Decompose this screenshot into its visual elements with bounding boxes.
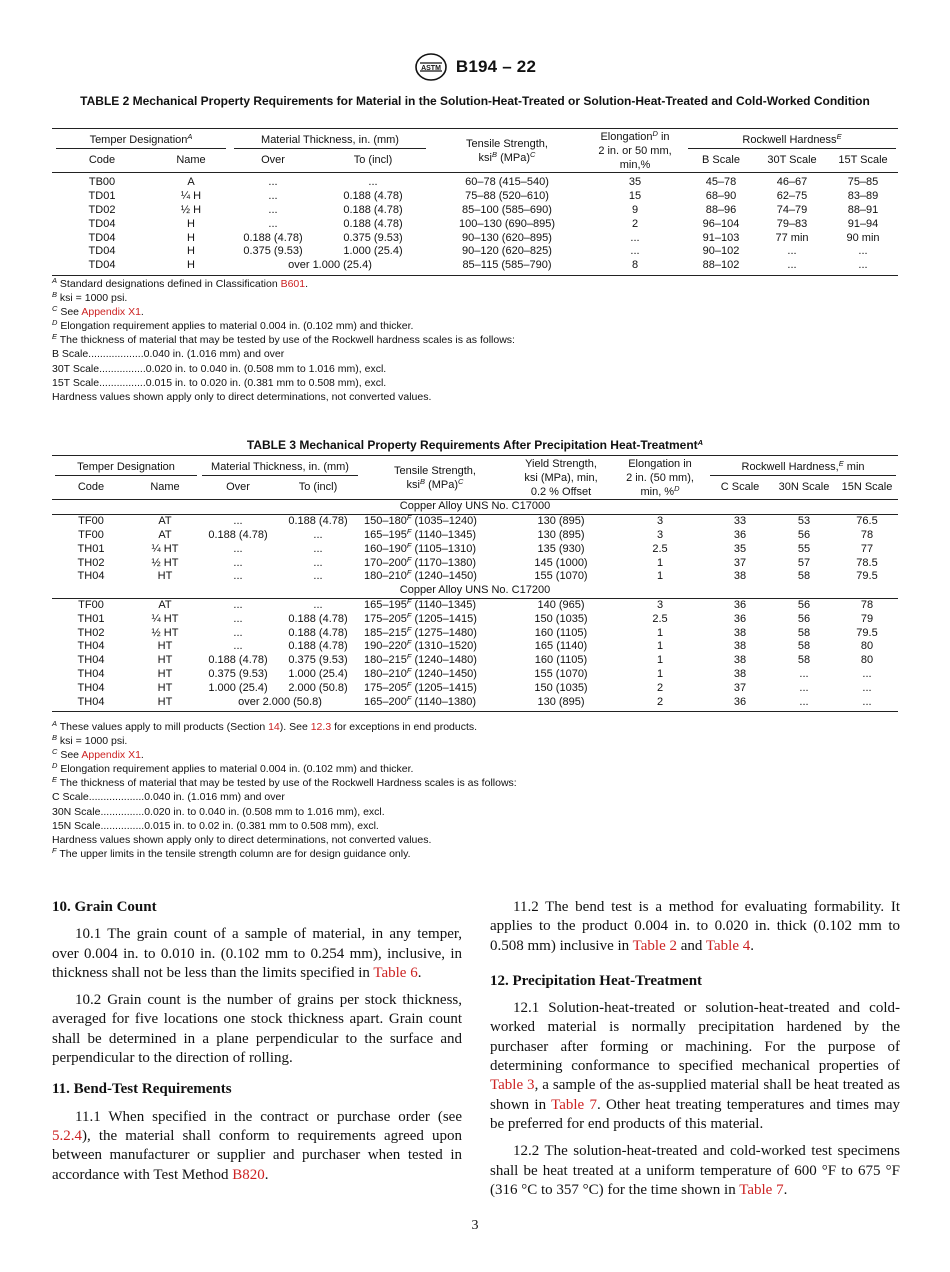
table-cell: TH02 <box>77 556 105 569</box>
col-code: Code <box>52 478 130 500</box>
table-cell: 57 <box>797 556 811 569</box>
table-row <box>52 640 898 654</box>
alloy-heading-row <box>52 500 898 515</box>
table3-elongation-header: Elongation in 2 in. (50 mm), min, %$^D$ <box>612 456 708 500</box>
table3-yield-header: Yield Strength, ksi (MPa), min, 0.2 % Offset <box>510 456 612 500</box>
table-cell: ... <box>756 259 828 275</box>
table-cell: 38 <box>733 626 747 639</box>
table-cell: $170-200^F$ (1170–1380) <box>364 554 477 569</box>
table-cell: 58 <box>797 654 811 667</box>
link-table-4[interactable]: Table 4 <box>705 937 751 954</box>
table-cell: $180-210^F$ (1240–1450) <box>364 665 477 680</box>
table-cell: H <box>187 245 195 258</box>
col-15n-scale: 15N Scale <box>836 478 898 500</box>
table-row <box>52 173 898 190</box>
table3-title: TABLE 3 Mechanical Property Requirements After Precipitation Heat-Treatment$^A$ <box>246 438 704 452</box>
paragraph-10-1: 10.1 The grain count of a sample of material, in any temper, over 0.004 in. to 0.010 in. (0.102 mm to 0.254 mm), inclusive, in thickness shall not be less than the limits specified in Table 6. <box>52 926 462 981</box>
table-cell: ½ HT <box>151 556 179 569</box>
table-cell: 78 <box>860 598 874 611</box>
table-cell: 58 <box>797 626 811 639</box>
alloy-heading-row <box>52 584 898 598</box>
table-cell: 3 <box>656 528 664 541</box>
table-cell: 56 <box>797 612 811 625</box>
table-cell: 130 (895) <box>537 515 585 528</box>
table-cell: 130 (895) <box>537 528 585 541</box>
table-cell: ... <box>828 259 898 275</box>
table-cell: ¼ H <box>180 190 202 203</box>
link-5-2-4[interactable]: 5.2.4 <box>52 1127 82 1144</box>
table-row <box>52 682 898 696</box>
table-row <box>52 529 898 543</box>
table-cell: HT <box>157 667 173 680</box>
table-cell: 38 <box>733 667 747 680</box>
table-cell: 150 (1035) <box>534 612 588 625</box>
table-cell: ... <box>233 598 243 611</box>
col-over: Over <box>200 478 276 500</box>
table-cell: 1.000 (25.4) <box>343 245 403 258</box>
table-cell: 38 <box>733 570 747 583</box>
table2-thickness-header: Material Thickness, in. (mm) <box>234 134 426 149</box>
table-cell: 79.5 <box>856 570 878 583</box>
section-12-heading: 12. Precipitation Heat-Treatment <box>490 972 703 989</box>
table-cell: A <box>187 176 195 189</box>
table3-rockwell-header: Rockwell Hardness,$^E$ min <box>710 461 896 476</box>
col-b-scale: B Scale <box>686 151 756 173</box>
table-cell: 35 <box>733 542 747 555</box>
table-cell: 56 <box>797 528 811 541</box>
link-appendix-x1[interactable]: Appendix X1 <box>81 749 141 762</box>
col-code: Code <box>52 151 152 173</box>
table-cell: $165-200^F$ (1140–1380) <box>360 696 510 712</box>
table-cell: 155 (1070) <box>534 570 588 583</box>
table-cell: 75–85 <box>847 176 879 189</box>
table-cell: 79 <box>860 612 874 625</box>
paragraph-11-2: 11.2 The bend test is a method for evaluating formability. It applies to the product 0.004 in. to 0.020 in. thick (0.102 mm to 0.508 mm) inclusive in Table 2 and Table 4. <box>490 899 900 954</box>
table-cell: 36 <box>733 528 747 541</box>
table-cell: 90 min <box>846 231 880 244</box>
table-cell: ... <box>233 556 243 569</box>
table-cell: $160-190^F$ (1105–1310) <box>364 540 477 555</box>
table-cell: ... <box>313 570 323 583</box>
table-cell: ... <box>799 681 809 694</box>
table-cell: TH01 <box>77 542 105 555</box>
table-row <box>52 627 898 641</box>
table-cell: ... <box>233 612 243 625</box>
alloy-heading: Copper Alloy UNS No. C17200 <box>52 584 898 598</box>
table-cell: 96–104 <box>702 217 740 230</box>
col-name: Name <box>152 151 230 173</box>
table-cell: 80 <box>860 640 874 653</box>
table-cell: ... <box>233 515 243 528</box>
table-row <box>52 598 898 612</box>
paragraph-12-1: 12.1 Solution-heat-treated or solution-heat-treated and cold-worked material is normally precipitation hardened by the purchaser after forming or machining. For the purpose of determining conformance to specified mechanical properties of Table 3, a sample of the as-supplied material shall be heat treated as shown in Table 7. Other heat treating temperatures and times may be preferred for end products of this material. <box>490 1000 900 1132</box>
section-11-heading: 11. Bend-Test Requirements <box>52 1081 232 1098</box>
table-cell: 2.000 (50.8) <box>288 681 348 694</box>
table2 <box>52 128 898 276</box>
table-cell: ... <box>313 542 323 555</box>
table-cell: H <box>187 217 195 230</box>
table-cell: 80 <box>860 654 874 667</box>
table-cell: 62–75 <box>776 190 808 203</box>
table-cell: 77 <box>860 542 874 555</box>
table-cell: 36 <box>733 612 747 625</box>
table-cell: ... <box>268 176 278 189</box>
table-cell: TH04 <box>52 696 130 712</box>
table-cell: 160 (1105) <box>534 626 588 639</box>
table-row <box>52 654 898 668</box>
table-cell: TD04 <box>52 259 152 275</box>
table-cell: 58 <box>797 640 811 653</box>
table-row <box>52 218 898 232</box>
table-cell: 1 <box>656 654 664 667</box>
table-cell: 88–102 <box>686 259 756 275</box>
table-cell: TD01 <box>88 190 116 203</box>
table-cell: TH01 <box>77 612 105 625</box>
table-cell: ... <box>233 626 243 639</box>
link-12-3[interactable]: 12.3 <box>310 721 332 733</box>
table-cell: TF00 <box>78 515 104 528</box>
table-cell: 85–100 (585–690) <box>462 203 552 216</box>
table-cell: 2 <box>631 217 639 230</box>
col-30t-scale: 30T Scale <box>756 151 828 173</box>
table-cell: TH02 <box>77 626 105 639</box>
table-cell: HT <box>157 681 173 694</box>
table-cell: 0.188 (4.78) <box>208 528 268 541</box>
paragraph-10-2: 10.2 Grain count is the number of grains per stock thickness, averaged for five locations one stock thickness apart. Grain count shall be determined in a plane perpendicular to the surface and perpendicular to the direction of rolling. <box>52 992 462 1067</box>
table-cell: TH04 <box>77 640 105 653</box>
link-table-3[interactable]: Table 3 <box>490 1077 535 1094</box>
table-cell: 45–78 <box>705 176 737 189</box>
table-cell: 1 <box>656 640 664 653</box>
table-row <box>52 570 898 584</box>
table-cell: ... <box>233 640 243 653</box>
table-cell: 37 <box>733 681 747 694</box>
right-column <box>490 898 900 1208</box>
table3-thickness-header: Material Thickness, in. (mm) <box>202 461 358 476</box>
svg-text:ASTM: ASTM <box>420 65 441 72</box>
table-cell: ¼ HT <box>151 612 179 625</box>
table-cell: 91–94 <box>847 217 879 230</box>
table-cell: 74–79 <box>776 203 808 216</box>
table-cell: 2.5 <box>652 612 668 625</box>
table-cell: 15 <box>628 190 642 203</box>
table3-tensile-header: Tensile Strength, ksi$^B$ (MPa)$^C$ <box>360 456 510 500</box>
table-cell: 60–78 (415–540) <box>465 176 549 189</box>
table-cell: 165 (1140) <box>534 640 588 653</box>
table-cell: 77 min <box>775 231 809 244</box>
alloy-heading: Copper Alloy UNS No. C17000 <box>52 500 898 515</box>
table-row <box>52 668 898 682</box>
link-appendix-x1[interactable]: Appendix X1 <box>81 306 141 319</box>
table-cell: 55 <box>797 542 811 555</box>
table-row <box>52 245 898 259</box>
table-cell: 36 <box>733 598 747 611</box>
table-cell: AT <box>158 528 172 541</box>
table-cell: ... <box>268 190 278 203</box>
table-cell: TD04 <box>88 245 116 258</box>
table-cell: $165-195^F$ (1140–1345) <box>364 596 477 611</box>
table-row <box>52 543 898 557</box>
table-cell: $175-205^F$ (1205–1415) <box>364 679 477 694</box>
table2-title: TABLE 2 Mechanical Property Requirements for Material in the Solution-Heat-Treated or Solution-Heat-Treated and Cold-Worked Condition <box>80 94 870 108</box>
table-cell: ... <box>313 556 323 569</box>
table-cell: 140 (965) <box>537 598 585 611</box>
table-cell: TF00 <box>78 598 104 611</box>
table-cell: 2.5 <box>652 542 668 555</box>
link-table-7[interactable]: Table 7 <box>739 1181 784 1198</box>
table-row <box>52 232 898 246</box>
table-cell: 68–90 <box>705 190 737 203</box>
table-cell: 91–103 <box>702 231 740 244</box>
table-cell: 0.188 (4.78) <box>288 640 348 653</box>
table-cell: 3 <box>656 515 664 528</box>
table-cell: 46–67 <box>776 176 808 189</box>
table2-elongation-header: Elongation$^D$ in 2 in. or 50 mm, min,% <box>584 129 686 173</box>
table-cell: ... <box>862 681 872 694</box>
table-cell: 0.188 (4.78) <box>288 612 348 625</box>
table-cell: 38 <box>733 654 747 667</box>
table-cell: TH04 <box>77 681 105 694</box>
table-cell: 53 <box>797 515 811 528</box>
table-cell: ... <box>313 598 323 611</box>
table-cell: 83–89 <box>847 190 879 203</box>
table-cell: 75–88 (520–610) <box>465 190 549 203</box>
table-cell: HT <box>157 570 173 583</box>
table-cell: $175-205^F$ (1205–1415) <box>364 610 477 625</box>
table-cell: 0.188 (4.78) <box>243 231 303 244</box>
table-row <box>52 190 898 204</box>
table-cell: ... <box>862 667 872 680</box>
table-cell: TD02 <box>88 203 116 216</box>
link-table-6[interactable]: Table 6 <box>373 964 418 981</box>
table-cell: TD04 <box>88 231 116 244</box>
link-table-2[interactable]: Table 2 <box>632 937 677 954</box>
table-cell: 0.188 (4.78) <box>208 654 268 667</box>
table-cell: ½ H <box>180 203 202 216</box>
table-cell: TH04 <box>77 654 105 667</box>
table-row <box>52 557 898 571</box>
left-column <box>52 898 462 1193</box>
table-cell: 88–96 <box>705 203 737 216</box>
table-cell: ... <box>772 696 836 712</box>
table-cell: 0.188 (4.78) <box>343 203 403 216</box>
table-cell: 79.5 <box>856 626 878 639</box>
table-row <box>52 696 898 712</box>
table-cell: 2 <box>612 696 708 712</box>
astm-logo-icon <box>414 52 448 82</box>
table-cell: ... <box>836 696 898 712</box>
col-15t-scale: 15T Scale <box>828 151 898 173</box>
table-cell: 38 <box>733 640 747 653</box>
table-cell: TH04 <box>77 667 105 680</box>
table-row <box>52 259 898 275</box>
table-cell: 2 <box>656 681 664 694</box>
table2-rockwell-header: Rockwell Hardness$^E$ <box>688 134 896 149</box>
link-section-14[interactable]: 14 <box>268 721 280 733</box>
table-cell: TF00 <box>78 528 104 541</box>
table3 <box>52 455 898 712</box>
table-cell: 90–130 (620–895) <box>462 231 552 244</box>
table-cell: 3 <box>656 598 664 611</box>
table-cell: over 2.000 (50.8) <box>200 696 360 712</box>
table-cell: 56 <box>797 598 811 611</box>
table-cell: HT <box>157 640 173 653</box>
table-cell: 1.000 (25.4) <box>288 667 348 680</box>
table-cell: 36 <box>708 696 772 712</box>
link-b820[interactable]: B820 <box>232 1166 265 1183</box>
table-cell: ... <box>630 245 640 258</box>
table-cell: over 1.000 (25.4) <box>230 259 430 275</box>
table-cell: 79–83 <box>776 217 808 230</box>
section-10-heading: 10. Grain Count <box>52 899 157 915</box>
table-cell: ... <box>268 217 278 230</box>
table-cell: 1 <box>656 626 664 639</box>
table-row <box>52 613 898 627</box>
table-cell: TH04 <box>77 570 105 583</box>
col-30n-scale: 30N Scale <box>772 478 836 500</box>
table-cell: 1 <box>656 556 664 569</box>
table-cell: 155 (1070) <box>534 667 588 680</box>
table2-tensile-header: Tensile Strength, ksi$^B$ (MPa)$^C$ <box>430 129 584 173</box>
page-header <box>0 52 950 82</box>
table-cell: 88–91 <box>847 203 879 216</box>
table-cell: 0.188 (4.78) <box>343 217 403 230</box>
table-cell: 90–120 (620–825) <box>462 245 552 258</box>
table-cell: ... <box>233 570 243 583</box>
table-cell: H <box>187 231 195 244</box>
table-cell: HT <box>157 654 173 667</box>
table-cell: H <box>152 259 230 275</box>
table-cell: 0.188 (4.78) <box>343 190 403 203</box>
table-cell: ... <box>233 542 243 555</box>
table-cell: 37 <box>733 556 747 569</box>
table-cell: TD04 <box>88 217 116 230</box>
table-cell: ... <box>630 231 640 244</box>
table-row <box>52 515 898 529</box>
table-cell: $180-215^F$ (1240–1480) <box>364 652 477 667</box>
table-cell: 9 <box>631 203 639 216</box>
table-cell: ... <box>799 667 809 680</box>
table3-temper-header: Temper Designation <box>55 461 197 476</box>
table-cell: 78.5 <box>856 556 878 569</box>
link-b601[interactable]: B601 <box>280 278 306 290</box>
table-cell: ... <box>313 528 323 541</box>
page-number: 3 <box>471 1218 479 1233</box>
table-cell: $190-220^F$ (1310–1520) <box>364 638 477 653</box>
table-cell: $165-195^F$ (1140–1345) <box>364 526 477 541</box>
col-over: Over <box>230 151 316 173</box>
table-cell: 160 (1105) <box>534 654 588 667</box>
col-to-incl: To (incl) <box>276 478 360 500</box>
table-cell: 85–115 (585–790) <box>430 259 584 275</box>
table-cell: 90–102 <box>702 245 740 258</box>
table-cell: 130 (895) <box>510 696 612 712</box>
table-cell: 1 <box>656 667 664 680</box>
document-id: B194 – 22 <box>455 57 537 76</box>
col-to-incl: To (incl) <box>316 151 430 173</box>
table-cell: ... <box>787 245 797 258</box>
table3-footnotes: $^A$ These values apply to mill products (Section 14). See 12.3 for exceptions in end products. $^B$ ksi = 1000 psi. $^C$ See Appendix X1. $^D$ Elongation requirement applies to material 0.004 in. (0.102 mm) and thicker. $^E$ The thickness of material that may be tested by use of the Rockwell Hardness scales is as follows: C Scale...................0.040 in. (1.016 mm) and over 30N Scale...............0.020 in. to 0.040 in. (0.508 mm to 1.016 mm), excl. 15N Scale...............0.015 in. to 0.02 in. (0.381 mm to 0.508 mm), excl. Hardness values shown apply only to direct determinations, not converted values. $^F$ The upper limits in the tensile strength column are for design guidance only. <box>52 719 517 860</box>
link-table-7[interactable]: Table 7 <box>551 1096 597 1113</box>
table2-temper-header: Temper Designation$^A$ <box>56 134 226 149</box>
table-cell: 0.375 (9.53) <box>243 245 303 258</box>
table-cell: HT <box>130 696 200 712</box>
table-cell: 58 <box>797 570 811 583</box>
table-cell: 33 <box>733 515 747 528</box>
table-cell: ½ HT <box>151 626 179 639</box>
table-row <box>52 204 898 218</box>
table-cell: 78 <box>860 528 874 541</box>
table-cell: $185-215^F$ (1275–1480) <box>364 624 477 639</box>
table-cell: AT <box>158 598 172 611</box>
table-cell: 0.375 (9.53) <box>288 654 348 667</box>
table-cell: ... <box>268 203 278 216</box>
table-cell: 100–130 (690–895) <box>458 217 556 230</box>
table-cell: 145 (1000) <box>534 556 588 569</box>
table2-footnotes: $^A$ Standard designations defined in Classification B601. $^B$ ksi = 1000 psi. $^C$ See Appendix X1. $^D$ Elongation requirement applies to material 0.004 in. (0.102 mm) and thicker. $^E$ The thickness of material that may be tested by use of the Rockwell hardness scales is as follows: B Scale...................0.040 in. (1.016 mm) and over 30T Scale................0.020 in. to 0.040 in. (0.508 mm to 1.016 mm), excl. 15T Scale................0.015 in. to 0.020 in. (0.381 mm to 0.508 mm), excl. Hardness values shown apply only to direct determinations, not converted values. <box>52 276 515 403</box>
table-cell: ... <box>858 245 868 258</box>
table-cell: 8 <box>584 259 686 275</box>
table-cell: AT <box>158 515 172 528</box>
table-cell: TB00 <box>88 176 116 189</box>
table-cell: ¼ HT <box>151 542 179 555</box>
table-cell: 35 <box>628 176 642 189</box>
table-cell: ... <box>368 176 378 189</box>
paragraph-12-2: 12.2 The solution-heat-treated and cold-worked test specimens shall be heat treated at a uniform temperature of 600 °F to 675 °F (316 °C to 357 °C) for the time shown in Table 7. <box>490 1143 900 1198</box>
table-cell: 0.375 (9.53) <box>343 231 403 244</box>
table-cell: 1 <box>656 570 664 583</box>
paragraph-11-1: 11.1 When specified in the contract or purchase order (see 5.2.4), the material shall conform to requirements agreed upon between manufacturer or supplier and purchaser when tested in accordance with Test Method B820. <box>52 1108 462 1183</box>
table-cell: 0.188 (4.78) <box>288 626 348 639</box>
table-cell: 135 (930) <box>537 542 585 555</box>
col-name: Name <box>130 478 200 500</box>
table-cell: 1.000 (25.4) <box>208 681 268 694</box>
table-cell: 150 (1035) <box>534 681 588 694</box>
col-c-scale: C Scale <box>708 478 772 500</box>
table-cell: 0.188 (4.78) <box>288 515 348 528</box>
table-cell: $180-210^F$ (1240–1450) <box>364 568 477 583</box>
table-cell: 0.375 (9.53) <box>208 667 268 680</box>
table-cell: $150-180^F$ (1035–1240) <box>364 513 477 528</box>
table-cell: 76.5 <box>856 515 878 528</box>
